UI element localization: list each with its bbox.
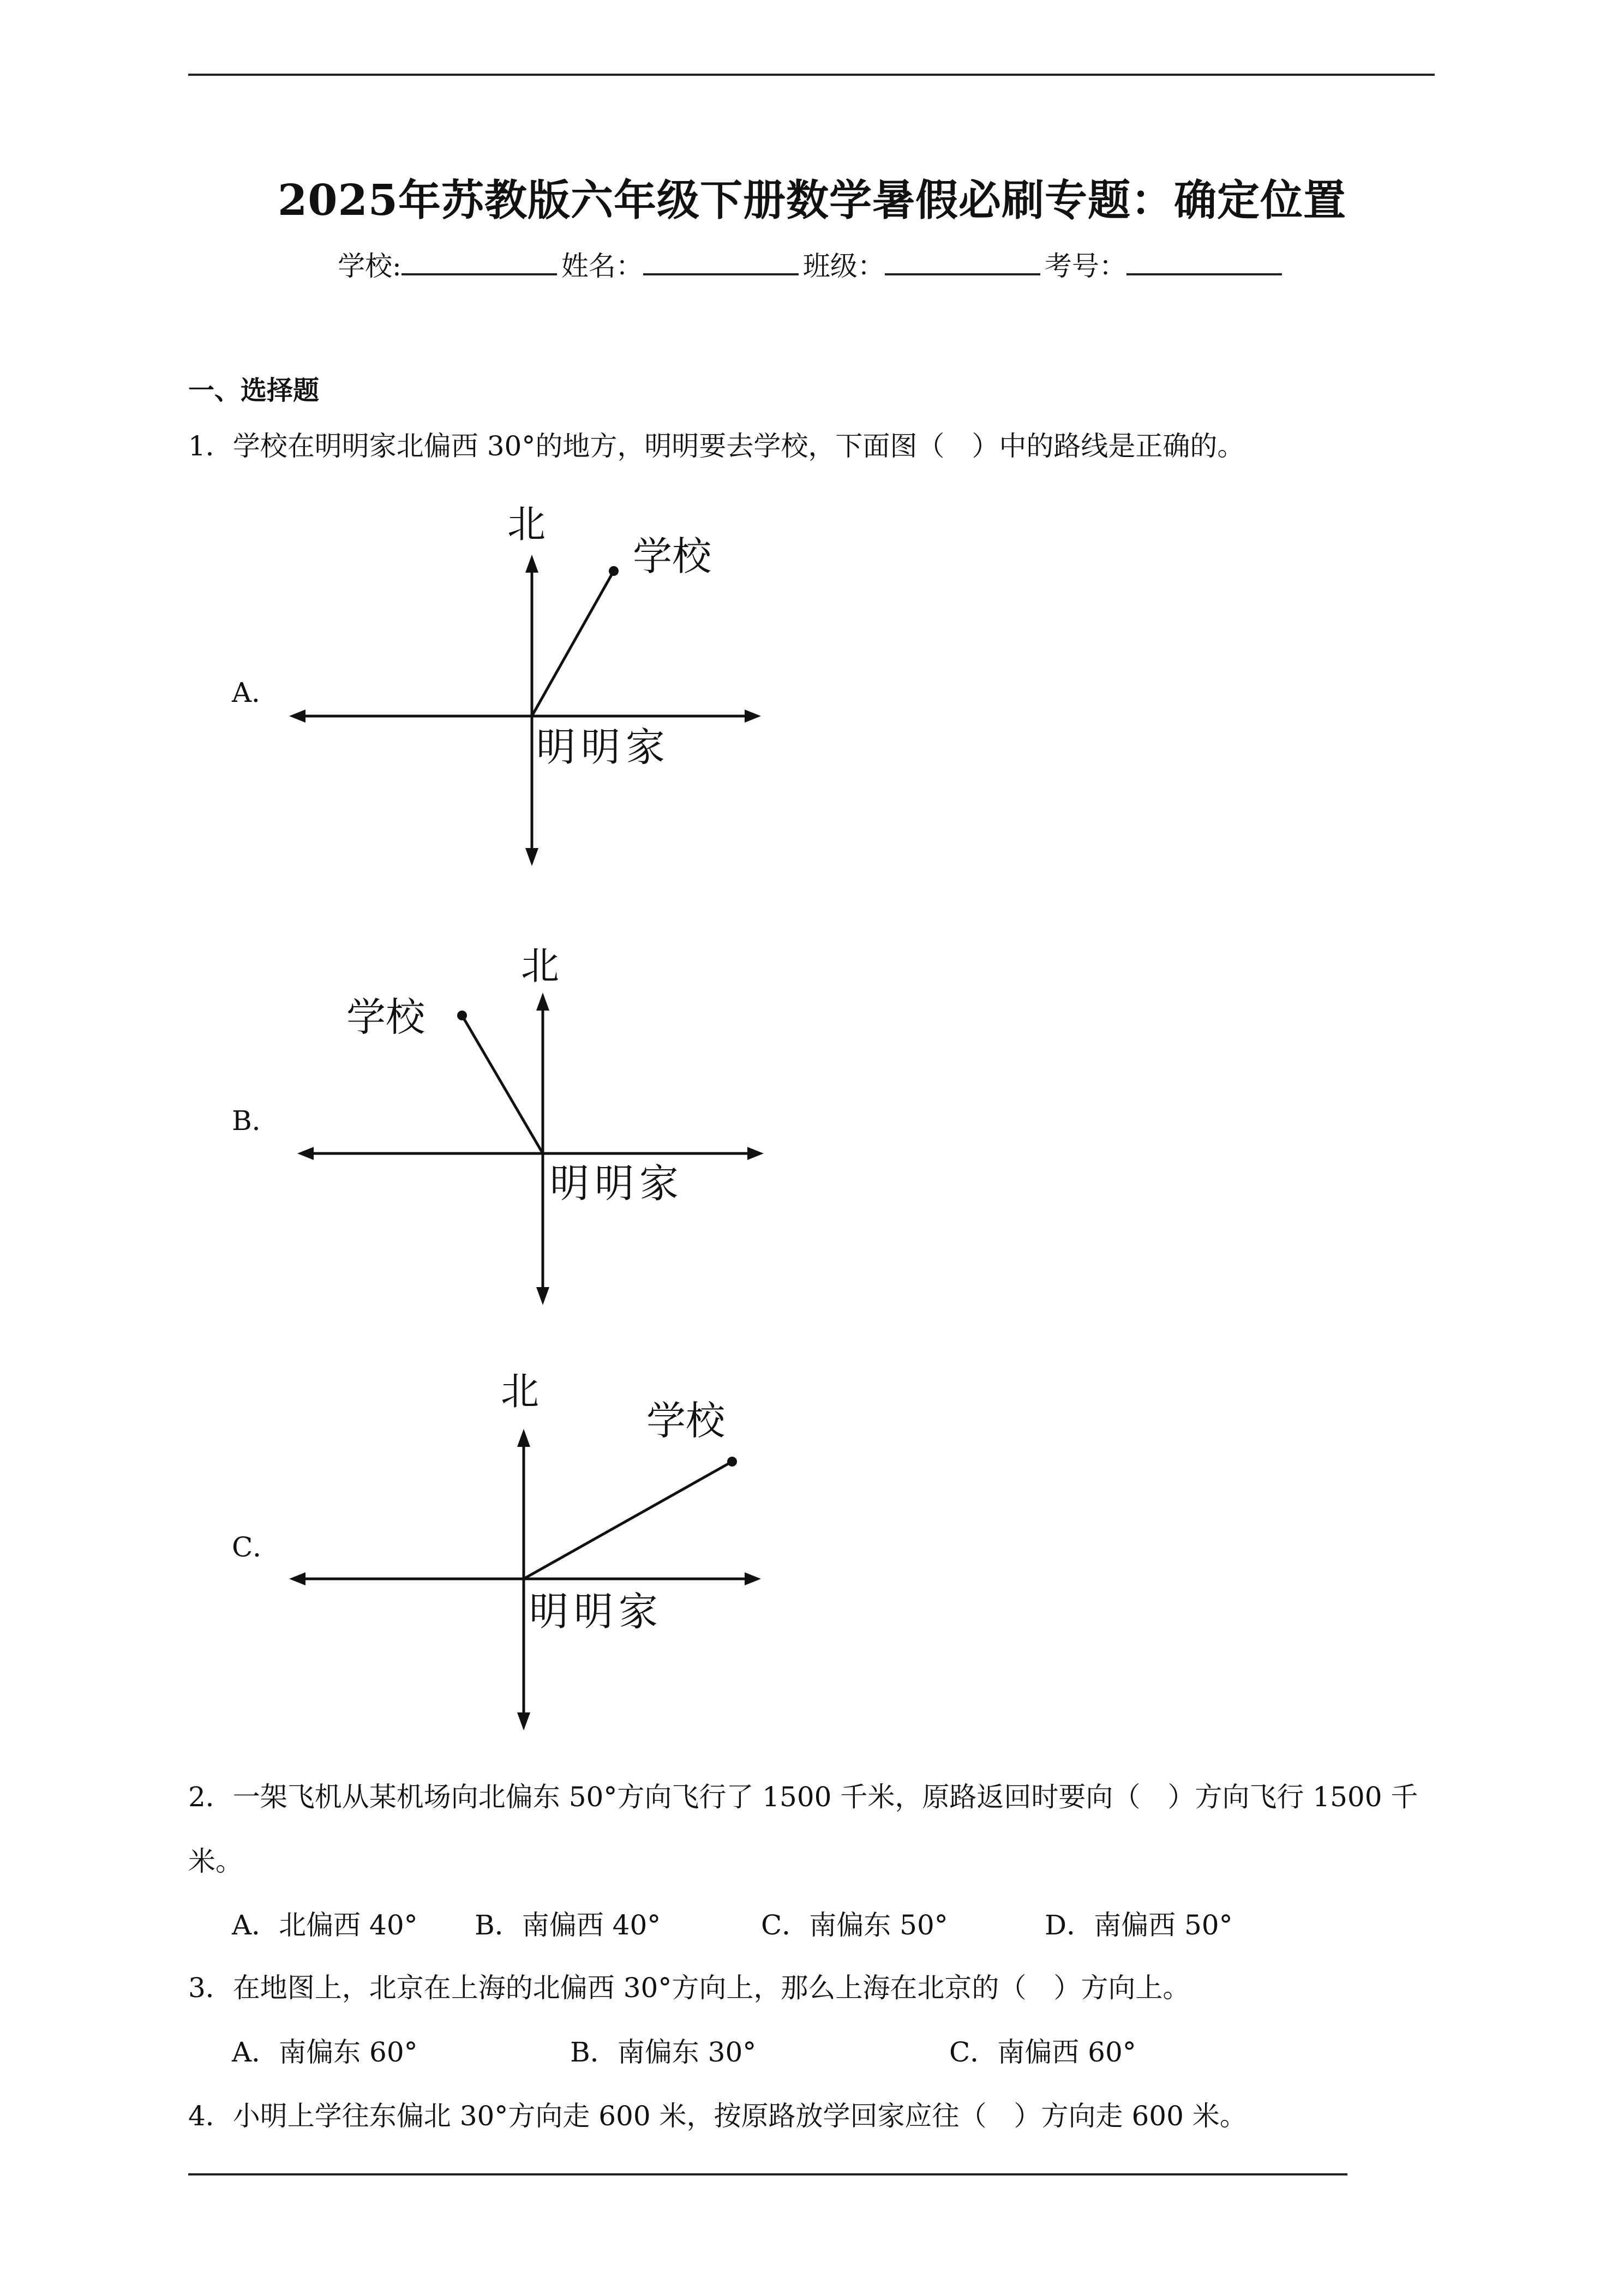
q1c-home-label: 明明家 — [529, 1589, 664, 1634]
school-blank[interactable] — [401, 246, 557, 275]
name-label: 姓名： — [561, 250, 643, 282]
q1-option-c-diagram[interactable] — [284, 1355, 775, 1748]
section-heading: 一、选择题 — [188, 375, 320, 406]
q2-option-c[interactable]: C．南偏东 50° — [761, 1909, 948, 1941]
footer-rule — [188, 2173, 1347, 2175]
school-label: 学校: — [338, 250, 401, 282]
name-blank[interactable] — [643, 246, 799, 275]
q1c-school-label: 学校 — [646, 1398, 726, 1444]
q1a-school-label: 学校 — [633, 533, 712, 579]
q1-option-b-label: B． — [232, 1105, 279, 1137]
header-rule — [188, 74, 1435, 76]
q1a-north-label: 北 — [507, 502, 546, 546]
q2-option-a[interactable]: A．北偏西 40° — [232, 1909, 418, 1941]
q1-option-c-label: C． — [232, 1531, 280, 1563]
q1b-school-label: 学校 — [346, 994, 426, 1040]
q1-option-b-diagram[interactable] — [284, 930, 775, 1323]
q1-option-a-diagram[interactable] — [284, 494, 775, 886]
q3-option-c[interactable]: C．南偏西 60° — [949, 2036, 1136, 2068]
class-blank[interactable] — [885, 246, 1040, 275]
q1c-north-label: 北 — [501, 1369, 539, 1414]
q1a-home-label: 明明家 — [536, 724, 671, 770]
page-title: 2025年苏教版六年级下册数学暑假必刷专题：确定位置 — [277, 176, 1347, 225]
exam-no-blank[interactable] — [1126, 246, 1282, 275]
q3-option-a[interactable]: A．南偏东 60° — [232, 2036, 418, 2068]
q1b-home-label: 明明家 — [550, 1161, 685, 1206]
question-1-text: 1．学校在明明家北偏西 30°的地方，明明要去学校，下面图（ ）中的路线是正确的。 — [188, 430, 1245, 462]
question-3-text: 3．在地图上，北京在上海的北偏西 30°方向上，那么上海在北京的（ ）方向上。 — [188, 1972, 1190, 2004]
q3-option-b[interactable]: B．南偏东 30° — [570, 2036, 757, 2068]
question-4-text: 4．小明上学往东偏北 30°方向走 600 米，按原路放学回家应往（ ）方向走 600 米。 — [188, 2100, 1247, 2132]
q1-option-a-label: A． — [232, 677, 279, 708]
exam-no-label: 考号： — [1044, 250, 1126, 282]
q1c-school-point — [727, 1457, 737, 1466]
student-info-line — [0, 244, 1624, 284]
class-label: 班级： — [802, 250, 885, 282]
question-2-text-line2: 米。 — [188, 1846, 243, 1877]
q1b-school-point — [457, 1011, 467, 1020]
q1a-route-line — [532, 571, 614, 716]
q1b-north-label: 北 — [521, 943, 559, 988]
q2-option-d[interactable]: D．南偏西 50° — [1045, 1909, 1233, 1941]
q2-option-b[interactable]: B．南偏西 40° — [475, 1909, 661, 1941]
q1a-school-point — [609, 566, 619, 576]
q1c-route-line — [524, 1462, 732, 1579]
question-2-text-line1: 2．一架飞机从某机场向北偏东 50°方向飞行了 1500 千米，原路返回时要向（ ）方向飞行 1500 千 — [188, 1781, 1418, 1813]
q1b-route-line — [462, 1015, 543, 1153]
